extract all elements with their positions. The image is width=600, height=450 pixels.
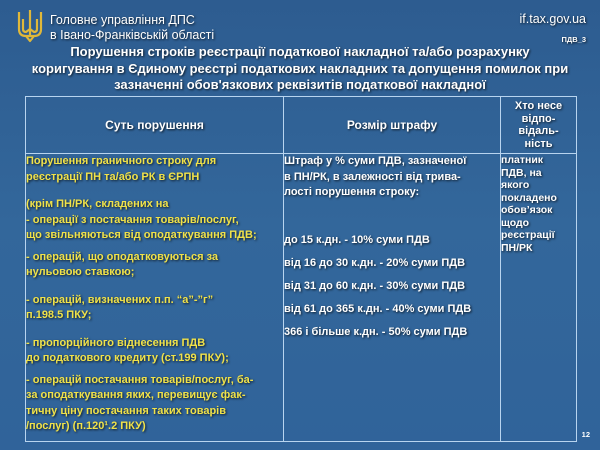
penalty-table xyxy=(25,96,577,442)
fine-intro: Штраф у % суми ПДВ, зазначеної в ПН/РК, в залежності від трива- лості порушення строку: xyxy=(284,155,467,198)
slide-title xyxy=(20,44,580,94)
violation-main: Порушення граничного строку для реєстрації ПН та/або РК в ЄРПН xyxy=(26,155,217,183)
responsible-cell: платник ПДВ, на якого покладено обов’язок щодо реєстрації ПН/РК xyxy=(501,154,577,442)
exception-198-5: - операцій, визначених п.п. “а”-”г” п.198.5 ПКУ; xyxy=(26,293,214,321)
violation-exceptions: (крім ПН/РК, складених на - операції з постачання товарів/послуг, що звільняються від оподаткування ПДВ; xyxy=(26,198,257,241)
fine-rate: від 16 до 30 к.дн. - 20% суми ПДВ xyxy=(284,256,466,269)
fine-rate: від 31 до 60 к.дн. - 30% суми ПДВ xyxy=(284,279,466,292)
fine-rate: 366 і більше к.дн. - 50% суми ПДВ xyxy=(284,325,468,338)
fine-rate: від 61 до 365 к.дн. - 40% суми ПДВ xyxy=(284,302,472,315)
table-header-row xyxy=(26,97,577,154)
table-row xyxy=(26,154,577,442)
exception-proportional: - пропорційного віднесення ПДВ до податкового кредиту (ст.199 ПКУ); xyxy=(26,336,229,364)
slide-code: ПДВ_3 xyxy=(561,35,586,44)
fine-cell xyxy=(284,154,501,442)
org-line-1: Головне управління ДПС xyxy=(50,13,195,27)
trident-coat-of-arms-icon xyxy=(16,9,44,43)
exception-base-exceeds: - операцій постачання товарів/послуг, ба- за оподаткування яких, перевищує фак- тичну ціну постачання таких товарів /послуг) (п.120¹.2 ПКУ) xyxy=(26,373,254,432)
site-url: if.tax.gov.ua xyxy=(519,12,586,26)
exception-zero-rate: - операцій, що оподатковуються за нульовою ставкою; xyxy=(26,250,219,278)
organization-name xyxy=(50,13,214,43)
violation-cell xyxy=(26,154,284,442)
header-fine: Розмір штрафу xyxy=(284,97,501,154)
page-number: 12 xyxy=(581,430,590,439)
header-violation: Суть порушення xyxy=(26,97,284,154)
title-line-3: зазначенні обов'язкових реквізитів податкової накладної xyxy=(114,77,486,92)
org-line-2: в Івано-Франківській області xyxy=(50,28,215,42)
header-responsible: Хто несе відпо- відаль- ність xyxy=(501,97,577,154)
title-line-1: Порушення строків реєстрації податкової накладної та/або розрахунку xyxy=(70,44,530,59)
fine-rate: до 15 к.дн. - 10% суми ПДВ xyxy=(284,233,430,246)
title-line-2: коригування в Єдиному реєстрі податкових накладних та допущення помилок при xyxy=(31,60,569,76)
